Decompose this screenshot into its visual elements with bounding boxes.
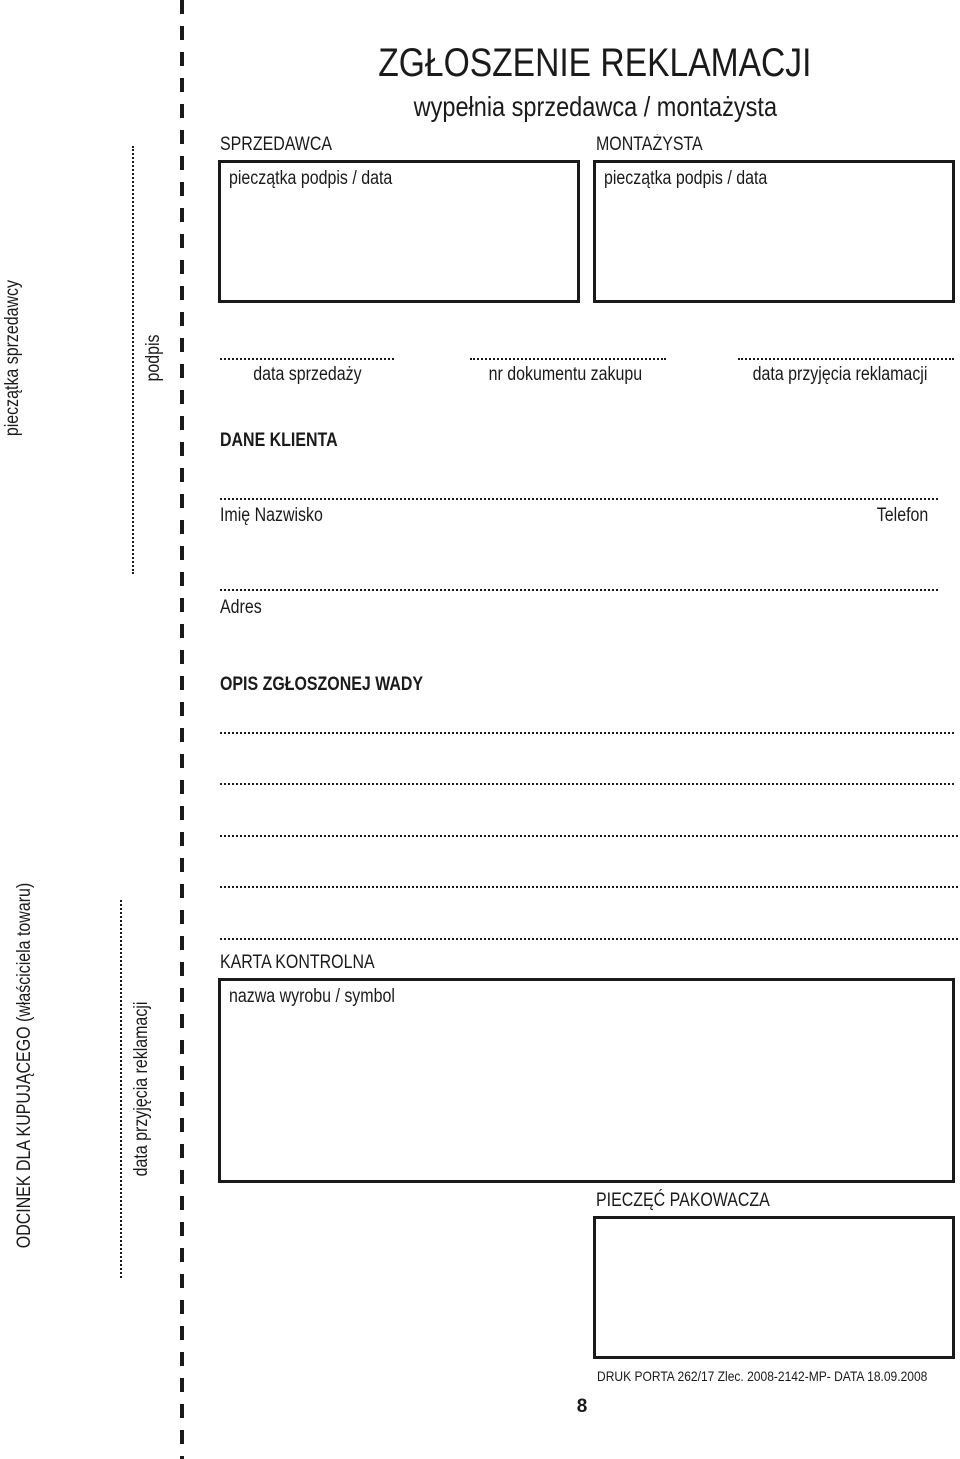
defect-line-5[interactable]	[220, 938, 958, 940]
client-name-phone-line[interactable]	[220, 498, 938, 500]
client-address-label: Adres	[220, 597, 262, 618]
stub-date-label: data przyjęcia reklamacji	[131, 1001, 152, 1177]
installer-stamp-box[interactable]	[593, 160, 955, 303]
client-address-line[interactable]	[220, 589, 938, 591]
installer-box-label: pieczątka podpis / data	[604, 168, 768, 189]
defect-line-2[interactable]	[220, 783, 954, 785]
tear-off-dashed-line	[180, 0, 184, 1459]
seller-stamp-box[interactable]	[218, 160, 580, 303]
claim-date-line[interactable]	[738, 358, 954, 360]
installer-heading: MONTAŻYSTA	[596, 134, 703, 155]
stub-section-title: ODCINEK DLA KUPUJĄCEGO (właściciela towaru)	[14, 882, 35, 1249]
stub-stamp-label: pieczątka sprzedawcy	[2, 279, 23, 437]
control-card-box-label: nazwa wyrobu / symbol	[229, 986, 395, 1007]
claim-date-label: data przyjęcia reklamacji	[752, 364, 928, 385]
stub-date-line[interactable]	[120, 900, 122, 1278]
document-number-line[interactable]	[470, 358, 666, 360]
sale-date-line[interactable]	[220, 358, 394, 360]
defect-heading: OPIS ZGŁOSZONEJ WADY	[220, 674, 424, 695]
control-card-box[interactable]	[218, 978, 955, 1183]
client-phone-label: Telefon	[876, 505, 928, 526]
page-title: ZGŁOSZENIE REKLAMACJI	[378, 41, 812, 85]
stub-signature-line[interactable]	[132, 146, 134, 574]
print-info: DRUK PORTA 262/17 Zlec. 2008-2142-MP- DATA 18.09.2008	[597, 1368, 928, 1384]
defect-line-1[interactable]	[220, 732, 954, 734]
sale-date-label: data sprzedaży	[252, 364, 362, 385]
client-name-label: Imię Nazwisko	[220, 505, 323, 526]
defect-line-4[interactable]	[220, 886, 958, 888]
document-number-label: nr dokumentu zakupu	[488, 364, 642, 385]
stub-signature-label: podpis	[143, 334, 164, 382]
page-number: 8	[576, 1396, 588, 1417]
page-subtitle: wypełnia sprzedawca / montażysta	[413, 91, 777, 122]
packer-heading: PIECZĘĆ PAKOWACZA	[596, 1190, 770, 1211]
packer-stamp-box[interactable]	[593, 1216, 955, 1359]
defect-line-3[interactable]	[220, 835, 958, 837]
control-card-heading: KARTA KONTROLNA	[220, 952, 375, 973]
seller-heading: SPRZEDAWCA	[220, 134, 333, 155]
client-heading: DANE KLIENTA	[220, 430, 338, 451]
seller-box-label: pieczątka podpis / data	[229, 168, 393, 189]
